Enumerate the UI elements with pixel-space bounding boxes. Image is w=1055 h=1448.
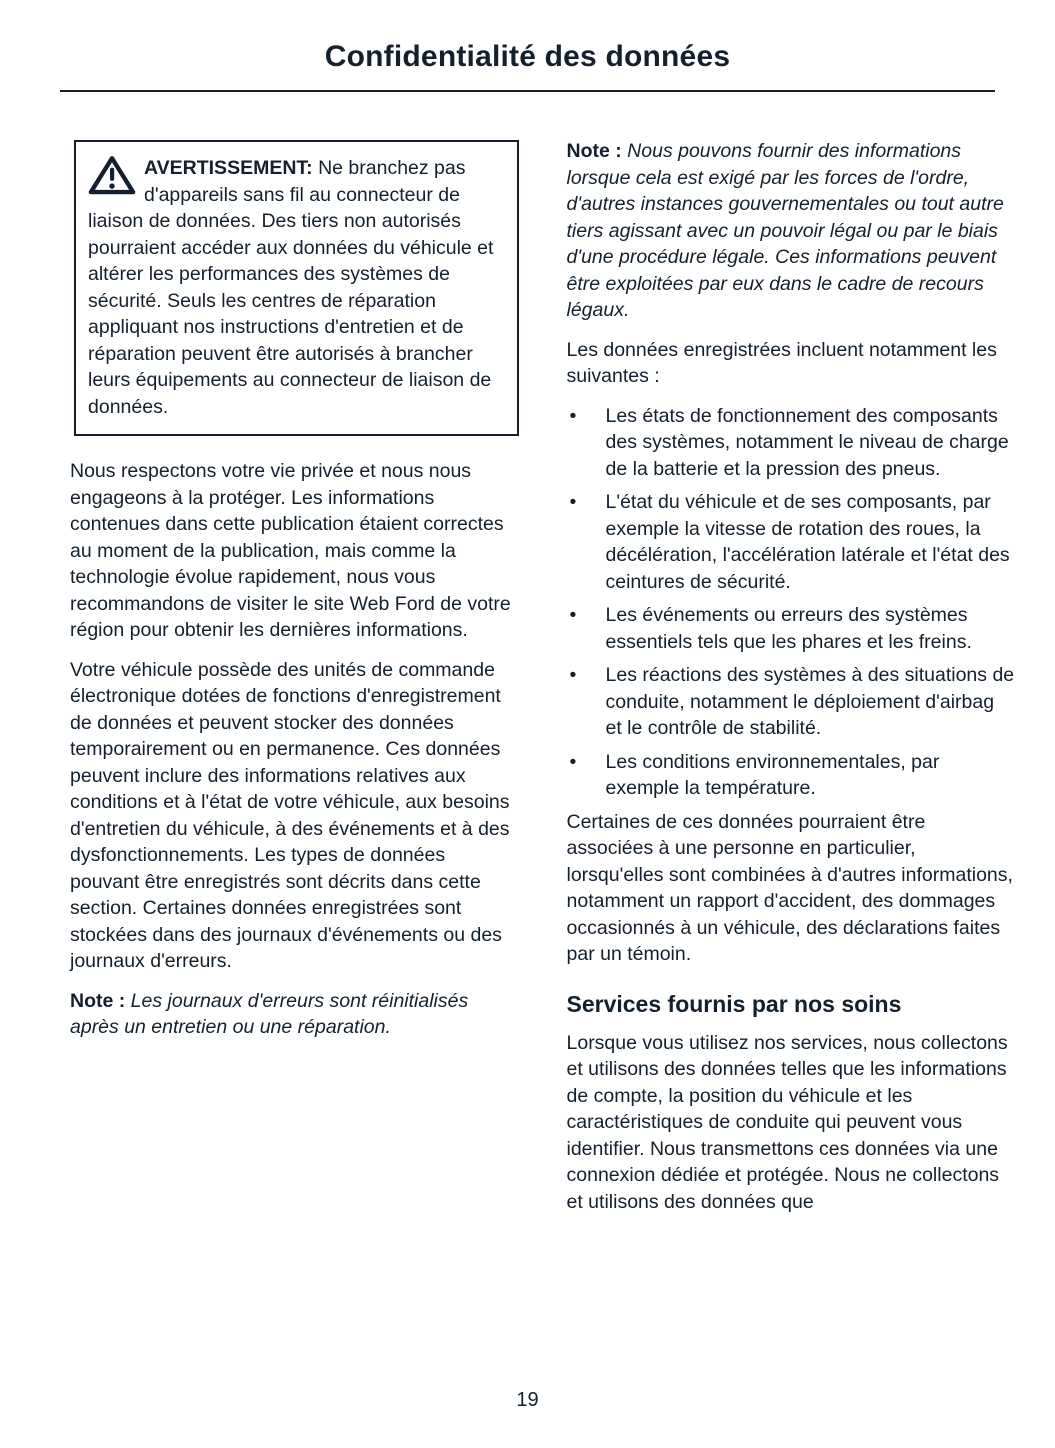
right-column (567, 138, 1016, 1228)
note-error-logs (70, 988, 519, 1041)
bullet-marker: • (569, 404, 577, 427)
note-label: Note : (566, 140, 622, 162)
list-item-text: Les événements ou erreurs des systèmes essentiels tels que les phares et les freins. (605, 604, 972, 653)
paragraph-recorded-data-intro: Les données enregistrées incluent notamment les suivantes : (566, 338, 997, 387)
content-columns (70, 138, 1015, 1228)
left-column (70, 138, 519, 1228)
note-legal (567, 138, 1016, 324)
page-title: Confidentialité des données (324, 40, 731, 73)
bullet-marker: • (569, 750, 577, 773)
paragraph-privacy: Nous respectons votre vie privée et nous nous engageons à la protéger. Les informations contenues dans cette publication étaient correctes au moment de la publication, mais comme la technologie évolue rapidement, nous vous recommandons de visiter le site Web Ford de votre région pour obtenir les dernières informations. (70, 460, 511, 641)
note-label: Note : (70, 989, 126, 1012)
list-item (567, 403, 1016, 483)
warning-label: AVERTISSEMENT: (144, 157, 313, 179)
list-item (567, 489, 1016, 595)
warning-box (74, 140, 519, 436)
list-item-text: Les conditions environnementales, par exemple la température. (605, 750, 940, 799)
page-number: 19 (516, 1389, 539, 1411)
warning-text: Ne branchez pas d'appareils sans fil au connecteur de liaison de données. Des tiers non autorisés pourraient accéder aux données du véhicule et altérer les performances des systèmes de sécurité. Seuls les centres de réparation appliquant nos instructions d'entretien et de réparation peuvent être autorisés à brancher leurs équipements au connecteur de liaison de données. (88, 157, 494, 418)
paragraph-personal-association: Certaines de ces données pourraient être associées à une personne en particulier, lorsqu'elles sont combinées à d'autres informations, notamment un rapport d'accident, des dommages occasionnés à un véhicule, des déclarations faites par un témoin. (566, 810, 1013, 965)
list-item (567, 602, 1016, 655)
list-item (567, 749, 1016, 802)
list-item-text: Les réactions des systèmes à des situations de conduite, notamment le déploiement d'airbag et le contrôle de stabilité. (605, 664, 1015, 739)
list-item (567, 662, 1016, 742)
bullet-marker: • (569, 491, 577, 513)
section-heading-services: Services fournis par nos soins (566, 990, 902, 1017)
bullet-list (567, 403, 1016, 802)
list-item-text: L'état du véhicule et de ses composants, par exemple la vitesse de rotation des roues, la décélération, l'accélération latérale et l'état des ceintures de sécurité. (605, 491, 1010, 593)
note-text: Les journaux d'erreurs sont réinitialisés après un entretien ou une réparation. (70, 989, 469, 1038)
list-item-text: Les états de fonctionnement des composants des systèmes, notamment le niveau de charge de la batterie et la pression des pneus. (605, 404, 1009, 480)
bullet-marker: • (569, 604, 577, 626)
paragraph-vehicle-data: Votre véhicule possède des unités de commande électronique dotées de fonctions d'enregistrement de données et peuvent stocker des données temporairement ou en permanence. Ces données peuvent inclure des informations relatives aux conditions et à l'état de votre véhicule, aux besoins d'entretien du véhicule, à des événements et à des dysfonctionnements. Les types de données pouvant être enregistrés sont décrits dans cette section. Certaines données enregistrées sont stockées dans des journaux d'événements ou des journaux d'erreurs. (70, 658, 510, 972)
title-rule (60, 90, 995, 92)
bullet-marker: • (569, 664, 577, 686)
paragraph-services: Lorsque vous utilisez nos services, nous collectons et utilisons des données telles que les informations de compte, la position du véhicule et les caractéristiques de conduite qui peuvent vous identifier. Nous transmettons ces données via une connexion dédiée et protégée. Nous ne collectons et utilisons des données que (566, 1031, 1008, 1213)
note-text: Nous pouvons fournir des informations lorsque cela est exigé par les forces de l'ordre, d'autres instances gouvernementales ou tout autre tiers agissant avec un pouvoir légal ou par le biais d'une procédure légale. Ces informations peuvent être exploitées par eux dans le cadre de recours légaux. (566, 140, 1004, 321)
warning-triangle-icon (88, 155, 136, 195)
